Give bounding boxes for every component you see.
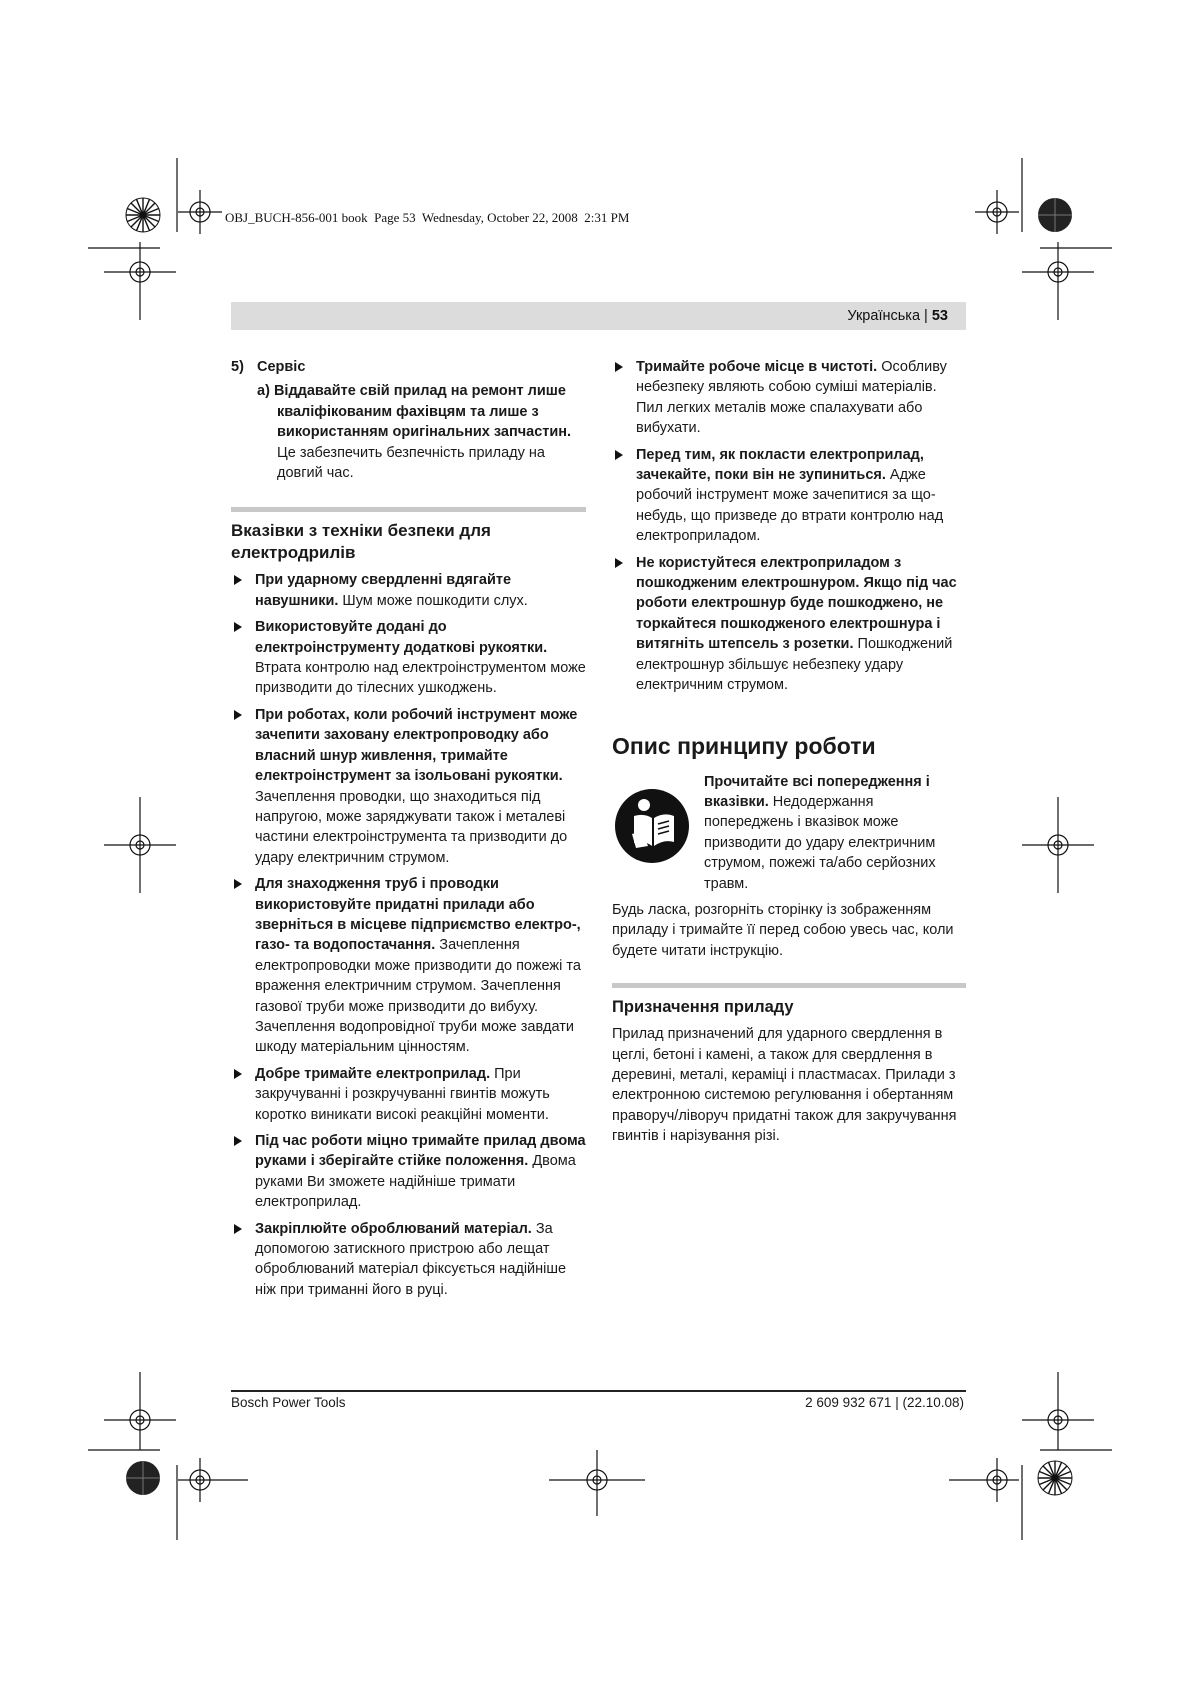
- intended-use-text: Прилад призначений для ударного свердлення в цеглі, бетоні і камені, а також для свердлення в деревині, металі, кераміці і пластмасах. Прилади з електронною системою регулювання і обертанням праворуч/ліворуч придатні також для закручування гвинтів і нарізування різі.: [612, 1026, 957, 1145]
- list-item: [231, 1064, 586, 1125]
- bullet-text: За допомогою затискного пристрою або лещат оброблюваний матеріал фіксується надійніше ніж при триманні його в руці.: [255, 1220, 567, 1298]
- list-item: [231, 1219, 586, 1301]
- list-item: [612, 553, 966, 696]
- section-divider: [231, 507, 586, 512]
- header-separator: |: [924, 308, 928, 324]
- bullet-arrow-icon: [234, 622, 242, 632]
- list-item: [612, 445, 966, 547]
- bullet-lead: При ударному свердленні вдягайте навушники.: [255, 572, 512, 609]
- section-title-intended-use: Призначення приладу: [612, 998, 794, 1017]
- read-instructions-warning: [612, 772, 966, 894]
- bullet-lead: Для знаходження труб і проводки використовуйте придатні прилади або зверніться в місцеве підприємство електро-, газо- та водопостачання.: [255, 876, 581, 954]
- bullet-text: Пошкоджений електрошнур збільшує небезпеку удару електричним струмом.: [636, 636, 953, 694]
- print-slug: OBJ_BUCH-856-001 book Page 53 Wednesday, October 22, 2008 2:31 PM: [225, 210, 630, 225]
- section-title-operation: Опис принципу роботи: [612, 732, 876, 759]
- bullet-text: При закручуванні і розкручуванні гвинтів можуть коротко виникати високі реакційні моменти.: [255, 1065, 550, 1123]
- bullet-lead: Під час роботи міцно тримайте прилад двома руками і зберігайте стійке положення.: [255, 1133, 586, 1170]
- footer-doc-number: 2 609 932 671 | (22.10.08): [805, 1395, 964, 1410]
- list-item: [231, 874, 586, 1058]
- left-column: [231, 357, 586, 1306]
- bullet-arrow-icon: [615, 450, 623, 460]
- section-title-drill-safety: Вказівки з техніки безпеки для електродрилів: [231, 521, 491, 563]
- bullet-text: Зачеплення електропроводки може призводити до пожежі та враження електричним струмом. Зачеплення газової труби може призводити до вибуху. Зачеплення водопровідної труби може завдати шкоду матеріальним цінностям.: [255, 937, 581, 1056]
- bullet-arrow-icon: [615, 558, 623, 568]
- bullet-text: Зачеплення проводки, що знаходиться під напругою, може заряджувати також і металеві частини електроінструмента та призводити до удару електричним струмом.: [255, 788, 568, 866]
- bullet-lead: Закріплюйте оброблюваний матеріал.: [255, 1220, 532, 1237]
- warning-bold: Прочитайте всі попередження і вказівки.: [704, 773, 930, 810]
- service-item-text: Це забезпечить безпечність приладу на довгий час.: [277, 444, 545, 482]
- right-column: [612, 357, 966, 1153]
- bullet-arrow-icon: [234, 575, 242, 585]
- bullet-lead: Добре тримайте електроприлад.: [255, 1065, 491, 1082]
- service-item-letter: a): [257, 383, 270, 400]
- bullet-text: Шум може пошкодити слух.: [338, 592, 528, 609]
- bullet-text: Особливу небезпеку являють собою суміші матеріалів. Пил легких металів може спалахувати або вибухати.: [636, 359, 947, 437]
- header-label: [847, 308, 948, 324]
- header-language: Українська: [847, 308, 921, 324]
- bullet-text: Втрата контролю над електроінструментом може призводити до тілесних ушкоджень.: [255, 660, 586, 697]
- bullet-arrow-icon: [234, 879, 242, 889]
- page-header: [231, 302, 966, 330]
- list-item: [231, 617, 586, 699]
- list-item: [231, 570, 586, 611]
- bullet-lead: Тримайте робоче місце в чистоті.: [636, 359, 878, 375]
- service-heading: [231, 357, 586, 377]
- bullet-text: Двома руками Ви зможете надійніше тримати електроприлад.: [255, 1153, 576, 1211]
- bullet-lead: Використовуйте додані до електроінструменту додаткові рукоятки.: [255, 619, 548, 656]
- bullet-arrow-icon: [234, 710, 242, 720]
- bullet-arrow-icon: [234, 1069, 242, 1079]
- unfold-page-note: Будь ласка, розгорніть сторінку із зображенням приладу і тримайте її перед собою увесь час, коли будете читати інструкцію.: [612, 901, 954, 959]
- service-number: 5): [231, 359, 244, 375]
- bullet-lead: Перед тим, як покласти електроприлад, зачекайте, поки він не зупиниться.: [636, 446, 924, 484]
- list-item: [231, 705, 586, 868]
- read-manual-icon: [614, 788, 690, 864]
- list-item: [231, 1131, 586, 1213]
- service-item-bold: Віддавайте свій прилад на ремонт лише кваліфікованим фахівцям та лише з використанням оригінальних запчастин.: [273, 383, 572, 441]
- footer-divider: [231, 1390, 966, 1392]
- service-title: Сервіс: [257, 359, 306, 375]
- service-item: [253, 381, 586, 483]
- bullet-lead: Не користуйтеся електроприладом з пошкодженим електрошнуром. Якщо під час роботи електрошнур буде пошкоджено, не торкайтеся пошкодженого електрошнура і витягніть штепсель з розетки.: [636, 554, 957, 653]
- warning-text: Недодержання попереджень і вказівок може призводити до удару електричним струмом, пожежі та/або серйозних травм.: [704, 793, 936, 892]
- bullet-arrow-icon: [234, 1136, 242, 1146]
- bullet-arrow-icon: [615, 362, 623, 372]
- list-item: [612, 357, 966, 439]
- footer-brand: Bosch Power Tools: [231, 1395, 346, 1410]
- bullet-text: Адже робочий інструмент може зачепитися за що-небудь, що призведе до втрати контролю над електроприладом.: [636, 467, 944, 545]
- page-number: 53: [931, 308, 948, 324]
- bullet-arrow-icon: [234, 1224, 242, 1234]
- bullet-lead: При роботах, коли робочий інструмент може зачепити заховану електропроводку або власний шнур живлення, тримайте електроінструмент за ізольовані рукоятки.: [255, 706, 578, 785]
- section-divider: [612, 983, 966, 988]
